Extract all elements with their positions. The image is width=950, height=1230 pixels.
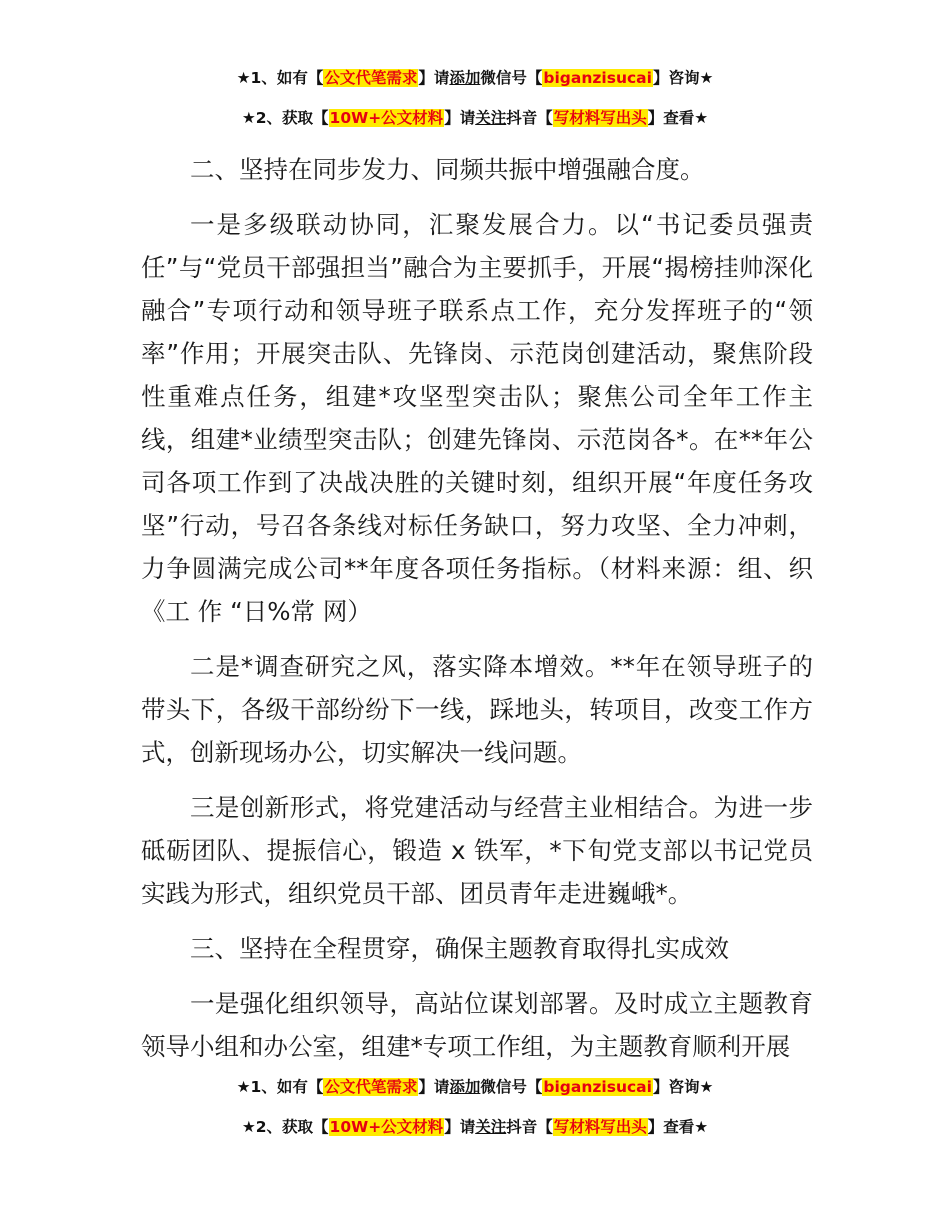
ad-highlight-wechat-id: biganzisucai [543, 1078, 652, 1096]
section-heading: 三、坚持在全程贯穿，确保主题教育取得扎实成效 [190, 934, 729, 963]
ad-highlight: 10W+公文材料 [329, 109, 444, 127]
footer-ad-line-2 [0, 1115, 950, 1139]
ad-underlined-text: 关注 [475, 1118, 507, 1136]
section-heading: 二、坚持在同步发力、同频共振中增强融合度。 [190, 155, 705, 184]
ad-text: ★2、获取【 [241, 109, 329, 127]
ad-highlight-douyin-id: 写材料写出头 [553, 109, 647, 127]
ad-text: ★1、如有【 [236, 69, 324, 87]
ad-text: 】查看★ [647, 1118, 709, 1136]
ad-highlight: 公文代笔需求 [324, 69, 418, 87]
header-ad-line-2 [0, 106, 950, 130]
body-paragraph: 三是创新形式，将党建活动与经营主业相结合。为进一步砥砺团队、提振信心，锻造 x 铁军，*下旬党支部以书记党员实践为形式，组织党员干部、团员青年走进巍峨*。 [141, 793, 813, 908]
ad-text: 微信号【 [480, 69, 543, 87]
document-body [141, 148, 813, 1080]
ad-text: 】查看★ [647, 109, 709, 127]
footer-ad-line-1 [0, 1075, 950, 1099]
header-ad-line-1 [0, 66, 950, 90]
ad-underlined-text: 添加 [449, 1078, 481, 1096]
body-paragraph: 一是强化组织领导，高站位谋划部署。及时成立主题教育领导小组和办公室，组建*专项工作组，为主题教育顺利开展 [141, 989, 813, 1061]
ad-text: ★2、获取【 [241, 1118, 329, 1136]
ad-text: 】咨询★ [652, 1078, 714, 1096]
ad-highlight: 10W+公文材料 [329, 1118, 444, 1136]
ad-text: 】请 [418, 69, 450, 87]
ad-text: 】请 [418, 1078, 450, 1096]
body-paragraph: 二是*调查研究之风，落实降本增效。**年在领导班子的带头下，各级干部纷纷下一线，踩地头，转项目，改变工作方式，创新现场办公，切实解决一线问题。 [141, 652, 813, 767]
ad-text: ★1、如有【 [236, 1078, 324, 1096]
body-paragraph: 一是多级联动协同，汇聚发展合力。以“书记委员强责任”与“党员干部强担当”融合为主要抓手，开展“揭榜挂帅深化融合”专项行动和领导班子联系点工作，充分发挥班子的“领率”作用；开展突击队、先锋岗、示范岗创建活动，聚焦阶段性重难点任务，组建*攻坚型突击队；聚焦公司全年工作主线，组建*业绩型突击队；创建先锋岗、示范岗各*。在**年公司各项工作到了决战决胜的关键时刻，组织开展“年度任务攻坚”行动，号召各条线对标任务缺口，努力攻坚、全力冲刺，力争圆满完成公司**年度各项任务指标。（材料来源：组、织《工 作 “日%常 网） [141, 210, 813, 626]
ad-text: 】咨询★ [652, 69, 714, 87]
ad-underlined-text: 添加 [449, 69, 481, 87]
ad-text: 微信号【 [480, 1078, 543, 1096]
ad-text: 抖音【 [506, 1118, 553, 1136]
ad-highlight-douyin-id: 写材料写出头 [553, 1118, 647, 1136]
ad-highlight: 公文代笔需求 [324, 1078, 418, 1096]
ad-text: 】请 [444, 1118, 476, 1136]
ad-underlined-text: 关注 [475, 109, 507, 127]
ad-text: 】请 [444, 109, 476, 127]
ad-text: 抖音【 [506, 109, 553, 127]
ad-highlight-wechat-id: biganzisucai [543, 69, 652, 87]
